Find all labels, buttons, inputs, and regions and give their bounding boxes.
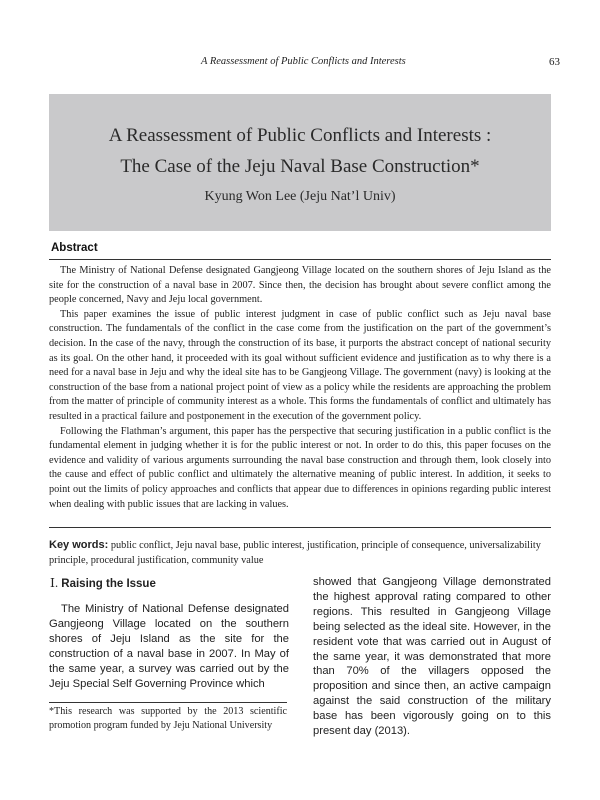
abstract-paragraph-2: This paper examines the issue of public interest judgment in case of public conflict such as Jeju naval base construction. The fundamentals of the conflict in the case come from the justification on the part of the government’s decision. In the case of the navy, through the construction of its base, it purports the abstract concept of national security as its goal. On the other hand, it proceeded with its goal without sufficient evidence and justification as to why there is a need for a naval base in Jeju and why the ideal site has to be Gangjeong Village. The government (navy) is looking at the construction of the base from a national project point of view as a policy while the residents are approaching the problem from the matter of principle of community interest as a whole. This forms the fundamentals of conflict and ultimately has resulted in a practical failure and postponement in the execution of the government policy.	[49, 308, 551, 422]
running-title: A Reassessment of Public Conflicts and Interests	[201, 56, 406, 67]
abstract-paragraph-1: The Ministry of National Defense designated Gangjeong Village located on the southern shores of Jeju Island as the site for the construction of a naval base in 2007. Since then, the decision has brought about severe conflict among the people concerned, Navy and Jeju local government.	[49, 265, 551, 306]
page-number: 63	[549, 56, 560, 68]
abstract-top-rule	[49, 259, 551, 260]
keywords-text: public conflict, Jeju naval base, public interest, justification, principle of consequence, universalizability principle, procedural justification, community value	[49, 540, 541, 566]
keywords	[49, 538, 551, 568]
section-numeral: Ⅰ.	[50, 576, 59, 590]
section-paragraph-left: The Ministry of National Defense designated Gangjeong Village located on the southern shores of Jeju Island as the site for the construction of a naval base in 2007. In May of the same year, a survey was carried out by the Jeju Special Self Governing Province which	[49, 603, 289, 690]
footnote-rule	[49, 702, 287, 703]
section-paragraph-right: showed that Gangjeong Village demonstrated the highest approval rating compared to other regions. This resulted in Gangjeong Village being selected as the ideal site. However, in the resident vote that was carried out in August of the same year, it was demonstrated that more than 70% of the villagers opposed the proposition and since then, an active campaign against the said construction of the military base has been vigorously going on to this present day (2013).	[313, 576, 551, 738]
section-heading	[50, 575, 289, 592]
paper-title-line-1: A Reassessment of Public Conflicts and Interests :	[108, 125, 492, 146]
abstract-paragraph-3: Following the Flathman’s argument, this paper has the perspective that securing justification in a public conflict is the fundamental element in judging whether it is for the public interest or not. In order to do this, this paper focuses on the evidence and validity of various arguments surrounding the naval base construction and through them, look closely into the cause and effect of public conflict and ultimately the alternative meaning of public interest. In addition, it seeks to point out the limits of policy approaches and conflicts that appear due to differences in opinions regarding public interest when dealing with public issues that are lacking in values.	[49, 425, 551, 510]
running-head	[0, 56, 600, 72]
section-title: Raising the Issue	[58, 578, 156, 590]
paper-title-line-2: The Case of the Jeju Naval Base Construction*	[120, 156, 480, 177]
keywords-label: Key words:	[49, 539, 109, 551]
right-column	[313, 575, 551, 739]
left-column	[49, 575, 289, 691]
abstract-body	[49, 264, 551, 512]
abstract-bottom-rule	[49, 527, 551, 528]
title-block	[49, 94, 551, 231]
footnote: *This research was supported by the 2013 scientific promotion program funded by Jeju National University	[49, 706, 287, 731]
author-line: Kyung Won Lee (Jeju Nat’l Univ)	[204, 189, 396, 204]
left-column-body	[49, 602, 289, 691]
abstract-heading: Abstract	[51, 242, 98, 254]
